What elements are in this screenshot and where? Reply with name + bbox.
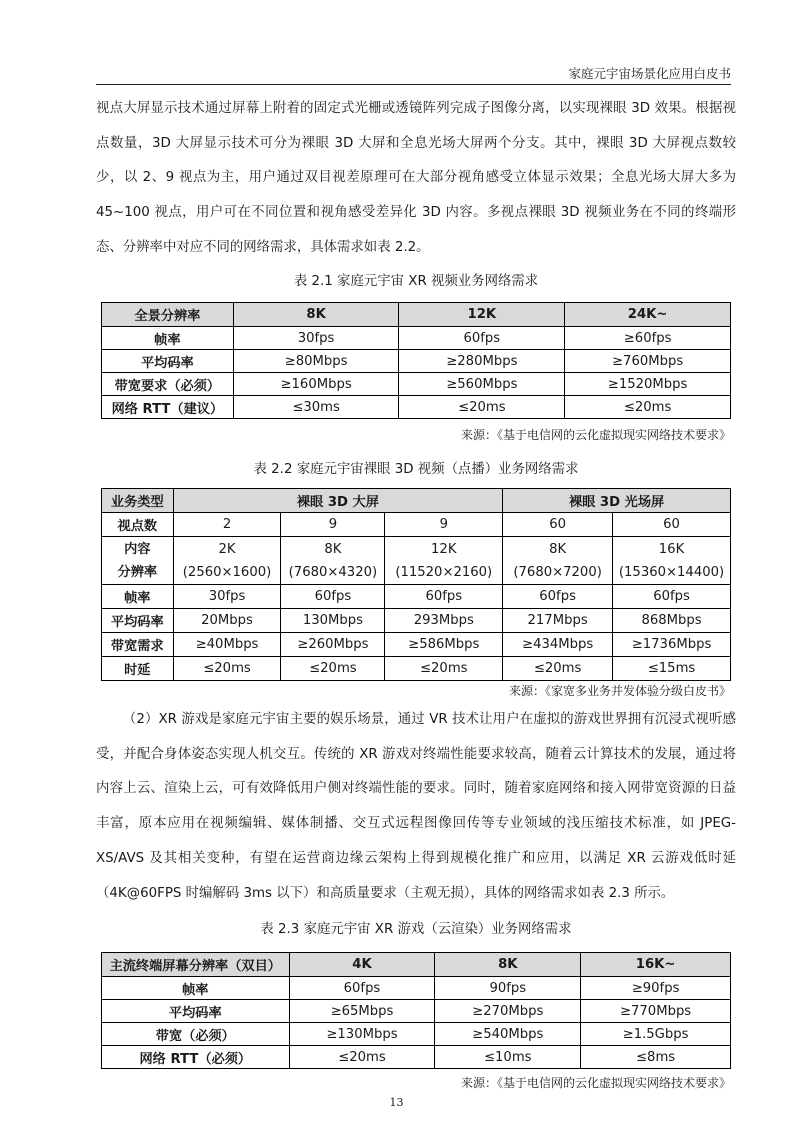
table1-header-cell: 8K xyxy=(233,303,399,327)
row-header: 帧率 xyxy=(102,327,234,350)
cell-line: (7680×4320) xyxy=(288,564,378,580)
row-header: 平均码率 xyxy=(102,609,174,633)
row-header xyxy=(102,537,174,585)
table-cell xyxy=(281,537,385,585)
table-row xyxy=(102,327,731,350)
table-cell: ≥760Mbps xyxy=(565,350,731,373)
table-cell: ≥60fps xyxy=(565,327,731,350)
table2-header-group: 裸眼 3D 大屏 xyxy=(173,489,503,513)
table-cell: ≥65Mbps xyxy=(289,1000,435,1023)
table2-caption: 表 2.2 家庭元宇宙裸眼 3D 视频（点播）业务网络需求 xyxy=(253,462,579,477)
cell-line: (2560×1600) xyxy=(182,564,272,580)
table-cell: ≤8ms xyxy=(581,1046,731,1069)
table-cell: ≥80Mbps xyxy=(233,350,399,373)
table-cell: 60fps xyxy=(289,977,435,1000)
table-cell: 60fps xyxy=(281,585,385,609)
row-header: 网络 RTT（建议） xyxy=(102,396,234,419)
row-header: 带宽要求（必须） xyxy=(102,373,234,396)
table-xr-gaming xyxy=(101,952,731,1069)
table-cell xyxy=(503,537,613,585)
table-cell xyxy=(173,537,281,585)
table1-header-cell: 12K xyxy=(399,303,565,327)
cell-line: (7680×7200) xyxy=(513,564,602,580)
table2-header-cell: 业务类型 xyxy=(102,489,174,513)
table-cell: 217Mbps xyxy=(503,609,613,633)
table-cell: ≥1520Mbps xyxy=(565,373,731,396)
header-title: 家庭元宇宙场景化应用白皮书 xyxy=(568,66,731,81)
table-cell: 9 xyxy=(281,513,385,537)
table3-header-cell: 16K~ xyxy=(581,953,731,977)
table-cell: ≥540Mbps xyxy=(435,1023,581,1046)
page-number: 13 xyxy=(389,1096,404,1109)
table1-source: 来源：《基于电信网的云化虚拟现实网络技术要求》 xyxy=(460,428,731,442)
row-header: 帧率 xyxy=(102,977,290,1000)
table-row xyxy=(102,1046,731,1069)
row-header: 帧率 xyxy=(102,585,174,609)
table-cell xyxy=(613,537,731,585)
table-row xyxy=(102,977,731,1000)
table-row xyxy=(102,609,731,633)
row-header: 平均码率 xyxy=(102,1000,290,1023)
table-row xyxy=(102,537,731,585)
table-cell: ≤20ms xyxy=(173,657,281,681)
cell-line: (15360×14400) xyxy=(618,564,725,580)
row-header: 网络 RTT（必须） xyxy=(102,1046,290,1069)
cell-line: 12K xyxy=(431,541,457,557)
cell-line: 8K xyxy=(324,541,342,557)
table-xr-video xyxy=(101,302,731,419)
table-cell: ≤10ms xyxy=(435,1046,581,1069)
table-cell: ≤30ms xyxy=(233,396,399,419)
table-cell: 130Mbps xyxy=(281,609,385,633)
table-cell: 9 xyxy=(385,513,503,537)
table1-caption: 表 2.1 家庭元宇宙 XR 视频业务网络需求 xyxy=(293,274,539,289)
table-cell: ≤20ms xyxy=(503,657,613,681)
table-cell: ≤15ms xyxy=(613,657,731,681)
table-cell: ≥260Mbps xyxy=(281,633,385,657)
table2-header-row xyxy=(102,489,731,513)
table1-header-row xyxy=(102,303,731,327)
row-header: 带宽需求 xyxy=(102,633,174,657)
table-cell: 60fps xyxy=(503,585,613,609)
table-cell: 2 xyxy=(173,513,281,537)
table-cell: ≥1736Mbps xyxy=(613,633,731,657)
row-header: 平均码率 xyxy=(102,350,234,373)
table-cell: 90fps xyxy=(435,977,581,1000)
table-row xyxy=(102,513,731,537)
table-row xyxy=(102,1023,731,1046)
table-row xyxy=(102,396,731,419)
table-cell: ≤20ms xyxy=(281,657,385,681)
table-row xyxy=(102,585,731,609)
table-cell: 60fps xyxy=(385,585,503,609)
table3-header-cell: 主流终端屏幕分辨率（双目） xyxy=(102,953,290,977)
row-header-line: 分辨率 xyxy=(117,564,158,580)
cell-line: 2K xyxy=(218,541,236,557)
table-cell xyxy=(385,537,503,585)
row-header: 带宽（必须） xyxy=(102,1023,290,1046)
table-cell: ≥90fps xyxy=(581,977,731,1000)
table-cell: ≥770Mbps xyxy=(581,1000,731,1023)
table-glasses-free-3d xyxy=(101,488,731,681)
table2-source: 来源：《家宽多业务并发体验分级白皮书》 xyxy=(508,684,731,698)
table-cell: 60 xyxy=(503,513,613,537)
paragraph-xr-gaming: （2）XR 游戏是家庭元宇宙主要的娱乐场景，通过 VR 技术让用户在虚拟的游戏世界拥有沉浸式视听感受，并配合身体姿态实现人机交互。传统的 XR 游戏对终端性能要求较高，随着云计算技术的发展，通过将内容上云、渲染上云，可有效降低用户侧对终端性能的要求。同时，随着家庭网络和接入网带宽资源的日益丰富，原本应用在视频编辑、媒体制播、交互式远程图像回传等专业领域的浅压缩技术标准，如 JPEG-XS/AVS 及其相关变种，有望在运营商边缘云架构上得到规模化推广和应用，以满足 XR 云游戏低时延（4K@60FPS 时编解码 3ms 以下）和高质量要求（主观无损），具体的网络需求如表 2.3 所示。 xyxy=(96,712,736,901)
table-cell: ≥1.5Gbps xyxy=(581,1023,731,1046)
table-row xyxy=(102,1000,731,1023)
table-cell: ≤20ms xyxy=(385,657,503,681)
table-cell: ≥586Mbps xyxy=(385,633,503,657)
cell-line: 8K xyxy=(549,541,567,557)
table3-header-row xyxy=(102,953,731,977)
table-row xyxy=(102,633,731,657)
table-cell: ≥40Mbps xyxy=(173,633,281,657)
table-cell: 30fps xyxy=(173,585,281,609)
table-cell: 293Mbps xyxy=(385,609,503,633)
table-cell: ≥270Mbps xyxy=(435,1000,581,1023)
page-header xyxy=(96,62,731,85)
table-cell: ≤20ms xyxy=(565,396,731,419)
cell-line: 16K xyxy=(658,541,685,557)
table-cell: ≥160Mbps xyxy=(233,373,399,396)
table3-header-cell: 8K xyxy=(435,953,581,977)
table-cell: ≥280Mbps xyxy=(399,350,565,373)
table-cell: 60fps xyxy=(399,327,565,350)
table-cell: 868Mbps xyxy=(613,609,731,633)
cell-line: (11520×2160) xyxy=(395,564,493,580)
table-cell: ≤20ms xyxy=(289,1046,435,1069)
table3-source: 来源：《基于电信网的云化虚拟现实网络技术要求》 xyxy=(460,1076,731,1090)
paragraph-3d-display: 视点大屏显示技术通过屏幕上附着的固定式光栅或透镜阵列完成子图像分离，以实现裸眼 3D 效果。根据视点数量，3D 大屏显示技术可分为裸眼 3D 大屏和全息光场大屏两个分支。其中，裸眼 3D 大屏视点数较少，以 2、9 视点为主，用户通过双目视差原理可在大部分视角感受立体显示效果；全息光场大屏大多为 45~100 视点，用户可在不同位置和视角感受差异化 3D 内容。多视点裸眼 3D 视频业务在不同的终端形态、分辨率中对应不同的网络需求，具体需求如表 2.2。 xyxy=(96,101,736,255)
table-row xyxy=(102,350,731,373)
table-cell: 20Mbps xyxy=(173,609,281,633)
table-cell: 30fps xyxy=(233,327,399,350)
table-cell: 60 xyxy=(613,513,731,537)
table-cell: ≥130Mbps xyxy=(289,1023,435,1046)
table1-header-cell: 24K~ xyxy=(565,303,731,327)
row-header: 视点数 xyxy=(102,513,174,537)
table-row xyxy=(102,373,731,396)
table2-header-group: 裸眼 3D 光场屏 xyxy=(503,489,731,513)
table-cell: ≤20ms xyxy=(399,396,565,419)
table1-header-cell: 全景分辨率 xyxy=(102,303,234,327)
table-cell: 60fps xyxy=(613,585,731,609)
row-header-line: 内容 xyxy=(124,541,151,557)
table3-caption: 表 2.3 家庭元宇宙 XR 游戏（云渲染）业务网络需求 xyxy=(260,922,572,937)
row-header: 时延 xyxy=(102,657,174,681)
table-cell: ≥434Mbps xyxy=(503,633,613,657)
table-cell: ≥560Mbps xyxy=(399,373,565,396)
table-row xyxy=(102,657,731,681)
table3-header-cell: 4K xyxy=(289,953,435,977)
